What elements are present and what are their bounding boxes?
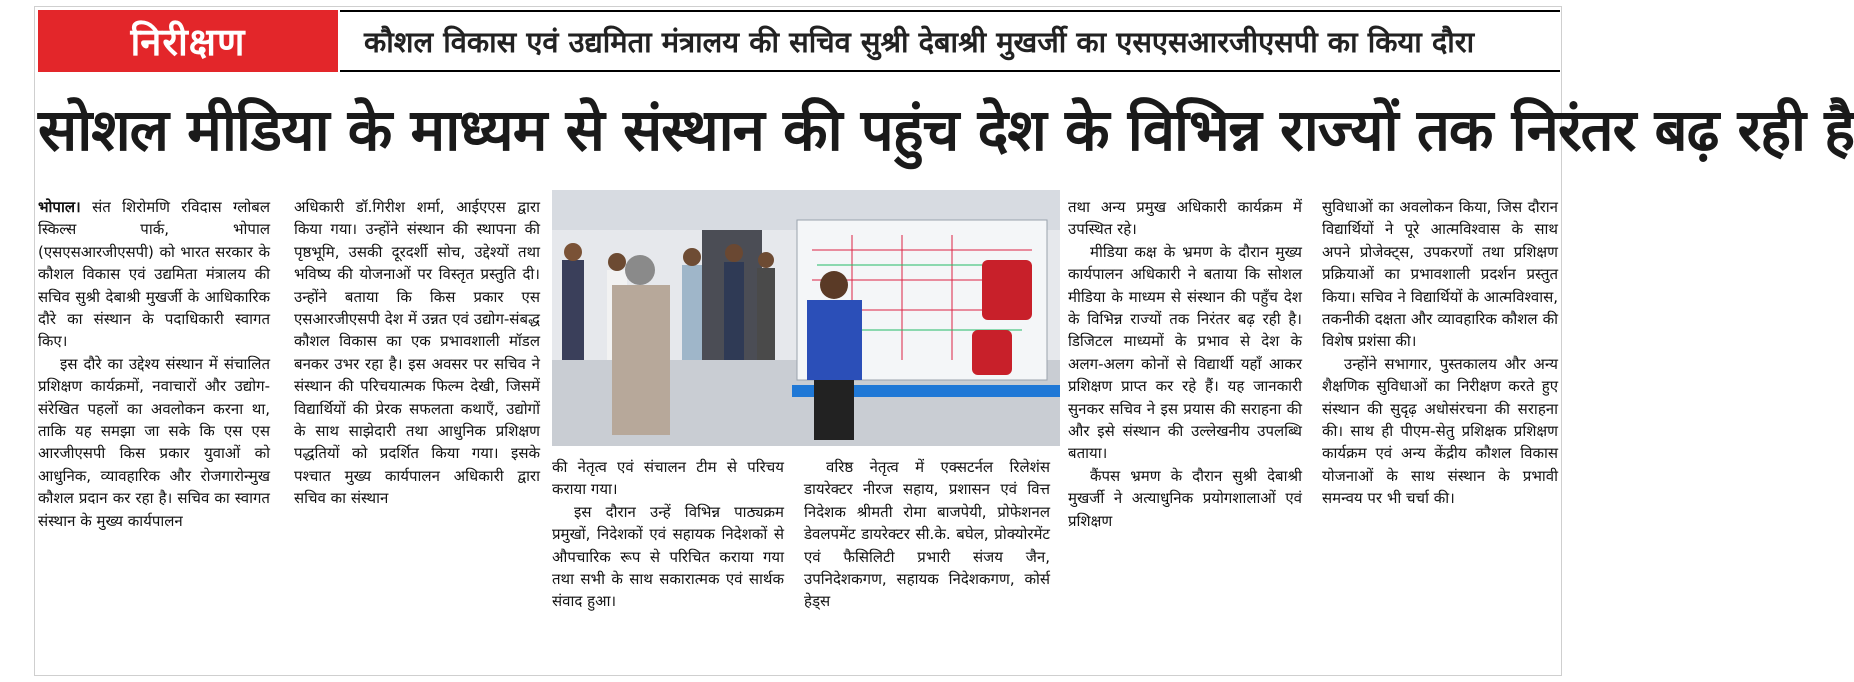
article-column-6 — [1322, 196, 1558, 676]
paragraph: की नेतृत्व एवं संचालन टीम से परिचय कराया गया। — [552, 458, 784, 499]
paragraph: सुविधाओं का अवलोकन किया, जिस दौरान विद्यार्थियों ने पूरे आत्मविश्वास के साथ अपने प्रोजेक्ट्स, उपकरणों तथा प्रशिक्षण प्रक्रियाओं का प्रभावशाली प्रदर्शन प्रस्तुत किया। सचिव ने विद्यार्थियों के आत्मविश्वास, तकनीकी दक्षता और व्यावहारिक कौशल की विशेष प्रशंसा की। — [1322, 198, 1558, 351]
main-headline: सोशल मीडिया के माध्यम से संस्थान की पहुंच देश के विभिन्न राज्यों तक निरंतर बढ़ रही है — [38, 96, 1854, 164]
paragraph: भोपाल। संत शिरोमणि रविदास ग्लोबल स्किल्स पार्क, भोपाल (एसएसआरजीएसपी) को भारत सरकार के कौशल विकास एवं उद्यमिता मंत्रालय की सचिव सुश्री देबाश्री मुखर्जी के आधिकारिक दौरे का संस्थान के पदाधिकारी स्वागत किए। — [38, 198, 270, 351]
article-column-4 — [804, 456, 1050, 676]
section-tag: निरीक्षण — [38, 10, 338, 72]
article-column-3 — [552, 456, 784, 676]
top-headline: कौशल विकास एवं उद्यमिता मंत्रालय की सचिव सुश्री देबाश्री मुखर्जी का एसएसआरजीएसपी का किया दौरा — [340, 10, 1560, 72]
paragraph: कैंपस भ्रमण के दौरान सुश्री देबाश्री मुखर्जी ने अत्याधुनिक प्रयोगशालाओं एवं प्रशिक्षण — [1068, 466, 1302, 530]
paragraph: मीडिया कक्ष के भ्रमण के दौरान मुख्य कार्यपालन अधिकारी ने बताया कि सोशल मीडिया के माध्यम से संस्थान की पहुँच देश के विभिन्न राज्यों तक निरंतर बढ़ रही है। डिजिटल माध्यमों के प्रभाव से देश के अलग-अलग कोनों से विद्यार्थी यहाँ आकर प्रशिक्षण प्राप्त कर रहे हैं। यह जानकारी सुनकर सचिव ने इस प्रयास की सराहना की और इसे संस्थान की उल्लेखनीय उपलब्धि बताया। — [1068, 242, 1302, 463]
paragraph: उन्होंने सभागार, पुस्तकालय और अन्य शैक्षणिक सुविधाओं का निरीक्षण करते हुए संस्थान की सुदृढ़ अधोसंरचना की सराहना की। साथ ही पीएम-सेतु प्रशिक्षक प्रशिक्षण कार्यक्रम एवं अन्य केंद्रीय कौशल विकास योजनाओं के साथ संस्थान के प्रभावी समन्वय पर भी चर्चा की। — [1322, 354, 1558, 508]
paragraph: तथा अन्य प्रमुख अधिकारी कार्यक्रम में उपस्थित रहे। — [1068, 198, 1302, 239]
paragraph: वरिष्ठ नेतृत्व में एक्सटर्नल रिलेशंस डायरेक्टर नीरज सहाय, प्रशासन एवं वित्त निदेशक श्रीमती रोमा बाजपेयी, प्रोफेशनल डेवलपमेंट डायरेक्टर सी.के. बघेल, प्रोक्योरमेंट एवं फैसिलिटी प्रभारी संजय जैन, उपनिदेशकगण, सहायक निदेशकगण, कोर्स हेड्स — [804, 458, 1050, 611]
article-column-1 — [38, 196, 270, 676]
paragraph: अधिकारी डॉ.गिरीश शर्मा, आईएएस द्वारा किया गया। उन्होंने संस्थान की स्थापना की पृष्ठभूमि, उसकी दूरदर्शी सोच, उद्देश्यों तथा भविष्य की योजनाओं पर विस्तृत प्रस्तुति दी। उन्होंने बताया कि किस प्रकार एस एसआरजीएसपी देश में उन्नत एवं उद्योग-संबद्ध कौशल विकास का एक प्रभावशाली मॉडल बनकर उभर रहा है। इस अवसर पर सचिव ने संस्थान की परिचयात्मक फिल्म देखी, जिसमें विद्यार्थियों की प्रेरक सफलता कथाएँ, उद्योगों के साथ साझेदारी तथा आधुनिक प्रशिक्षण पद्धतियों को प्रदर्शित किया गया। इसके पश्चात मुख्य कार्यपालन अधिकारी द्वारा सचिव का संस्थान — [294, 198, 540, 508]
paragraph: इस दौरान उन्हें विभिन्न पाठ्यक्रम प्रमुखों, निदेशकों एवं सहायक निदेशकों से औपचारिक रूप से परिचित कराया गया तथा सभी के साथ सकारात्मक एवं सार्थक संवाद हुआ। — [552, 502, 784, 611]
dateline: भोपाल। — [38, 198, 81, 216]
paragraph: इस दौरे का उद्देश्य संस्थान में संचालित प्रशिक्षण कार्यक्रमों, नवाचारों और उद्योग-संरेखित पहलों का अवलोकन करना था, ताकि यह समझा जा सके कि एस एस आरजीएसपी किस प्रकार युवाओं को आधुनिक, व्यावहारिक और रोजगारोन्मुख कौशल प्रदान कर रहा है। सचिव का स्वागत संस्थान के मुख्य कार्यपालन — [38, 354, 270, 530]
article-column-2 — [294, 196, 540, 676]
lab-scene-illustration — [552, 190, 1060, 446]
article-column-5 — [1068, 196, 1302, 676]
news-photo — [552, 190, 1060, 446]
